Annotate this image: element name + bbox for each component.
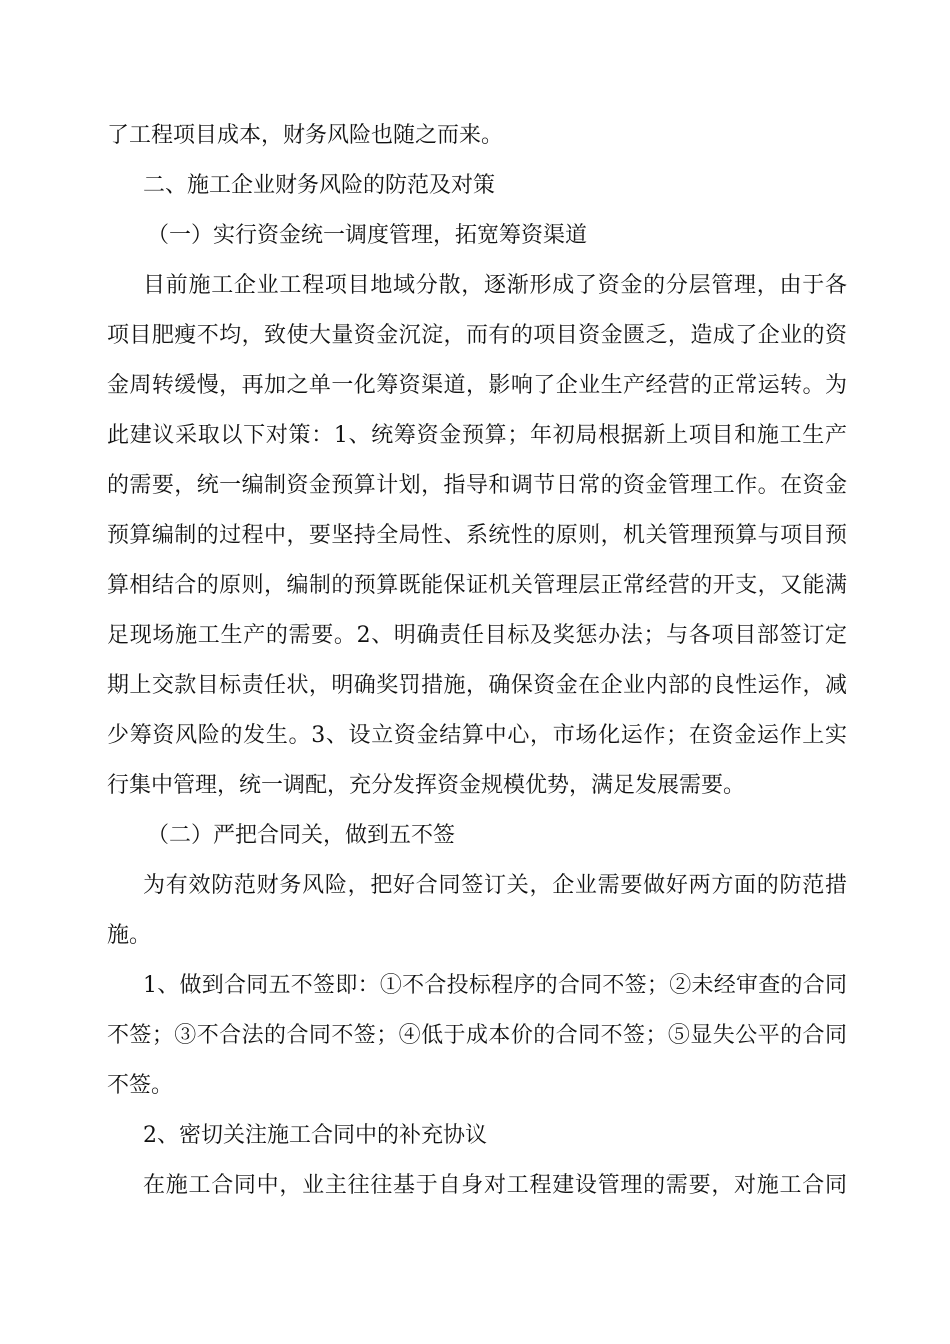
paragraph-line: 预算编制的过程中，要坚持全局性、系统性的原则，机关管理预算与项目预: [107, 523, 847, 548]
paragraph-line: 此建议采取以下对策：1、统筹资金预算；年初局根据新上项目和施工生产: [107, 423, 847, 448]
paragraph-line: 在施工合同中，业主往往基于自身对工程建设管理的需要，对施工合同: [143, 1173, 847, 1198]
paragraph-line: 行集中管理，统一调配，充分发挥资金规模优势，满足发展需要。: [107, 773, 746, 798]
paragraph-line: 期上交款目标责任状，明确奖罚措施，确保资金在企业内部的良性运作，减: [107, 673, 847, 698]
paragraph-line: 不签；③不合法的合同不签；④低于成本价的合同不签；⑤显失公平的合同: [107, 1023, 847, 1048]
paragraph-line: 不签。: [107, 1073, 174, 1098]
subsection-heading: （二）严把合同关，做到五不签: [147, 823, 456, 848]
paragraph-line: 项目肥瘦不均，致使大量资金沉淀，而有的项目资金匮乏，造成了企业的资: [107, 323, 847, 348]
paragraph-line: 目前施工企业工程项目地域分散，逐渐形成了资金的分层管理，由于各: [143, 273, 847, 298]
paragraph-line: 金周转缓慢，再加之单一化筹资渠道，影响了企业生产经营的正常运转。为: [107, 373, 847, 398]
paragraph-line: 的需要，统一编制资金预算计划，指导和调节日常的资金管理工作。在资金: [107, 473, 847, 498]
paragraph-line: 了工程项目成本，财务风险也随之而来。: [107, 123, 504, 148]
subsection-heading: （一）实行资金统一调度管理，拓宽筹资渠道: [147, 223, 588, 248]
paragraph-line: 1、做到合同五不签即：①不合投标程序的合同不签；②未经审查的合同: [143, 973, 847, 998]
subsection-heading: 2、密切关注施工合同中的补充协议: [143, 1123, 487, 1148]
paragraph-line: 足现场施工生产的需要。2、明确责任目标及奖惩办法；与各项目部签订定: [107, 623, 847, 648]
paragraph-line: 算相结合的原则，编制的预算既能保证机关管理层正常经营的开支，又能满: [107, 573, 847, 598]
paragraph-line: 少筹资风险的发生。3、设立资金结算中心，市场化运作；在资金运作上实: [107, 723, 847, 748]
section-heading: 二、施工企业财务风险的防范及对策: [143, 173, 496, 198]
paragraph-line: 为有效防范财务风险，把好合同签订关，企业需要做好两方面的防范措: [143, 873, 847, 898]
paragraph-line: 施。: [107, 923, 152, 948]
